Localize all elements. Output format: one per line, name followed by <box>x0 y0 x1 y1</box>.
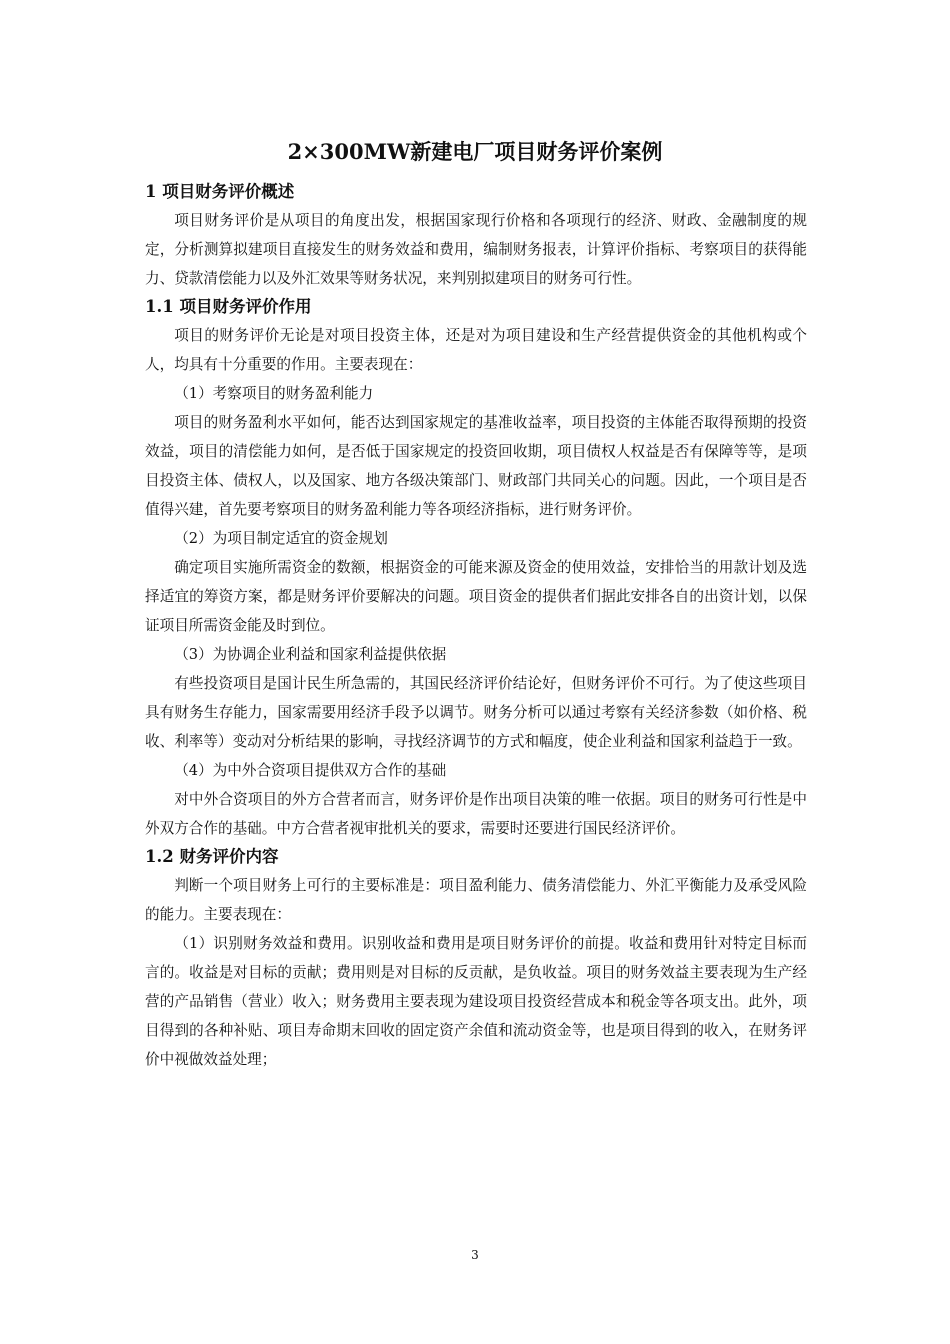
list-item-text-1: 项目的财务盈利水平如何，能否达到国家规定的基准收益率，项目投资的主体能否取得预期的投资效益，项目的清偿能力如何，是否低于国家规定的投资回收期，项目债权人权益是否有保障等等，是项目投资主体、债权人，以及国家、地方各级决策部门、财政部门共同关心的问题。因此，一个项目是否值得兴建，首先要考察项目的财务盈利能力等各项经济指标，进行财务评价。 <box>145 414 807 518</box>
list-item-text-2: 确定项目实施所需资金的数额，根据资金的可能来源及资金的使用效益，安排恰当的用款计划及选择适宜的筹资方案，都是财务评价要解决的问题。项目资金的提供者们据此安排各自的出资计划，以保证项目所需资金能及时到位。 <box>145 559 807 634</box>
section-1-2-intro: 判断一个项目财务上可行的主要标准是：项目盈利能力、债务清偿能力、外汇平衡能力及承受风险的能力。主要表现在： <box>145 877 807 923</box>
document-title: 2×300MW新建电厂项目财务评价案例 <box>287 139 663 164</box>
page-number: 3 <box>471 1248 479 1262</box>
section-1-2-item-1: （1）识别财务效益和费用。识别收益和费用是项目财务评价的前提。收益和费用针对特定目标而言的。收益是对目标的贡献；费用则是对目标的反贡献，是负收益。项目的财务效益主要表现为生产经营的产品销售（营业）收入；财务费用主要表现为建设项目投资经营成本和税金等各项支出。此外，项目得到的各种补贴、项目寿命期末回收的固定资产余值和流动资金等，也是项目得到的收入，在财务评价中视做效益处理； <box>145 935 807 1068</box>
section-1-1-intro: 项目的财务评价无论是对项目投资主体，还是对为项目建设和生产经营提供资金的其他机构或个人，均具有十分重要的作用。主要表现在： <box>145 327 807 373</box>
list-item-text-3: 有些投资项目是国计民生所急需的，其国民经济评价结论好，但财务评价不可行。为了使这些项目具有财务生存能力，国家需要用经济手段予以调节。财务分析可以通过考察有关经济参数（如价格、税收、利率等）变动对分析结果的影响，寻找经济调节的方式和幅度，使企业利益和国家利益趋于一致。 <box>145 675 807 750</box>
list-item-title-3: （3）为协调企业利益和国家利益提供依据 <box>174 646 447 663</box>
list-item-text-4: 对中外合资项目的外方合营者而言，财务评价是作出项目决策的唯一依据。项目的财务可行性是中外双方合作的基础。中方合营者视审批机关的要求，需要时还要进行国民经济评价。 <box>145 791 807 837</box>
section-1-paragraph: 项目财务评价是从项目的角度出发，根据国家现行价格和各项现行的经济、财政、金融制度的规定，分析测算拟建项目直接发生的财务效益和费用，编制财务报表，计算评价指标、考察项目的获得能力、贷款清偿能力以及外汇效果等财务状况，来判别拟建项目的财务可行性。 <box>145 212 807 287</box>
section-heading-1: 1 项目财务评价概述 <box>145 182 295 201</box>
list-item-title-1: （1）考察项目的财务盈利能力 <box>174 385 374 402</box>
list-item-title-4: （4）为中外合资项目提供双方合作的基础 <box>174 762 447 779</box>
section-heading-1-2: 1.2 财务评价内容 <box>145 847 279 866</box>
section-heading-1-1: 1.1 项目财务评价作用 <box>145 297 312 316</box>
list-item-title-2: （2）为项目制定适宜的资金规划 <box>174 530 388 547</box>
document-body <box>145 178 807 1074</box>
